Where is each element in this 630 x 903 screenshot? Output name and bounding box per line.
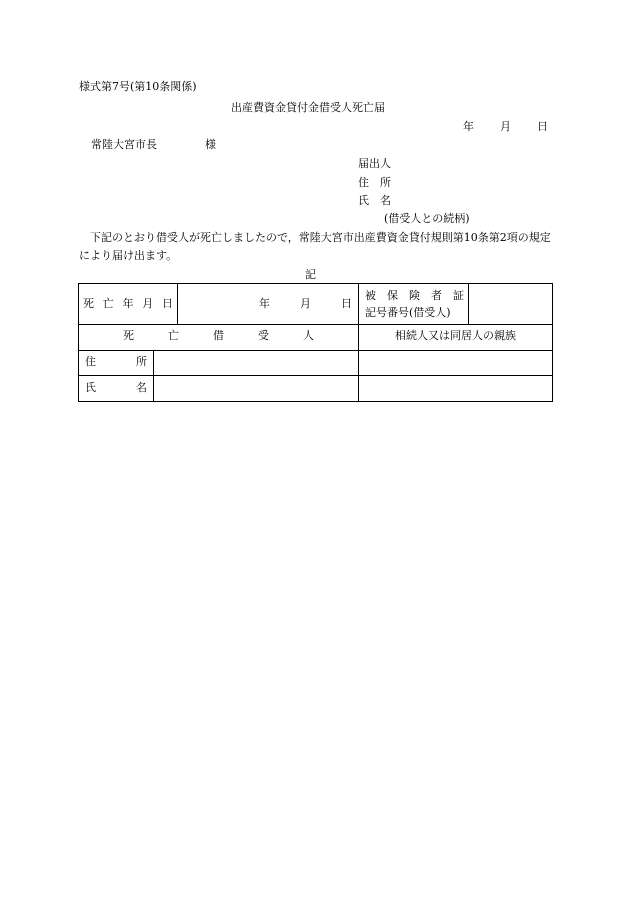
body-paragraph: 下記のとおり借受人が死亡しましたので，常陸大宮市出産費資金貸付規則第10条第2項の規定により届け出ます。 — [79, 231, 551, 262]
deceased-address-field[interactable] — [154, 350, 359, 375]
heir-name-field[interactable] — [359, 375, 553, 401]
addressee-honorific: 様 — [205, 138, 216, 151]
deceased-name-field[interactable] — [154, 375, 359, 401]
label-char: 人 — [303, 329, 314, 343]
label-char: 所 — [136, 355, 147, 369]
year-label: 年 — [463, 120, 474, 133]
label-char: 月 — [142, 296, 154, 310]
label-char: 証 — [453, 289, 464, 302]
label-char: 日 — [162, 296, 173, 310]
label-char: 死 — [83, 296, 94, 310]
month-label: 月 — [300, 296, 311, 310]
form-number-label: 様式第7号(第10条関係) — [79, 80, 197, 93]
column-header-row — [79, 324, 553, 350]
death-record-table — [78, 283, 553, 325]
addressee-name: 常陸大宮市長 — [91, 138, 157, 151]
address-row — [79, 350, 553, 375]
insured-number-label — [359, 284, 469, 325]
label-char: 借 — [213, 329, 224, 343]
day-label: 日 — [341, 296, 352, 310]
label-char: 険 — [409, 289, 420, 302]
label-char: 者 — [431, 289, 442, 302]
insured-number-field[interactable] — [469, 284, 553, 325]
name-label — [79, 375, 154, 401]
year-label: 年 — [259, 296, 270, 310]
submission-date-line — [463, 120, 548, 135]
deceased-borrower-header — [79, 324, 359, 350]
notifier-label: 届出人 — [358, 157, 391, 170]
addressee-line — [91, 138, 216, 153]
day-label: 日 — [537, 120, 548, 133]
notifier-relation-label: (借受人との続柄) — [384, 212, 470, 225]
record-heading: 記 — [305, 268, 316, 281]
label-char: 受 — [258, 329, 269, 343]
form-title: 出産費資金貸付金借受人死亡届 — [231, 101, 385, 114]
label-char: 被 — [365, 289, 376, 302]
label-char: 氏 — [85, 380, 96, 394]
notifier-name-label: 氏 名 — [358, 194, 391, 207]
address-label — [79, 350, 154, 375]
death-date-field[interactable] — [178, 284, 359, 325]
label-char: 名 — [136, 380, 147, 394]
heir-address-field[interactable] — [359, 350, 553, 375]
label-char: 亡 — [168, 329, 179, 343]
label-char: 住 — [85, 355, 96, 369]
insured-number-sublabel: 記号番号(借受人) — [365, 306, 451, 319]
name-row — [79, 375, 553, 401]
label-char: 保 — [387, 289, 398, 302]
label-char: 亡 — [102, 296, 114, 310]
death-date-label — [79, 284, 178, 325]
label-char: 年 — [122, 296, 134, 310]
heir-header: 相続人又は同居人の親族 — [359, 324, 553, 350]
month-label: 月 — [500, 120, 511, 133]
death-record-table-body — [78, 324, 553, 402]
label-char: 死 — [123, 329, 134, 343]
notifier-address-label: 住 所 — [358, 176, 391, 189]
death-date-row — [79, 284, 553, 325]
